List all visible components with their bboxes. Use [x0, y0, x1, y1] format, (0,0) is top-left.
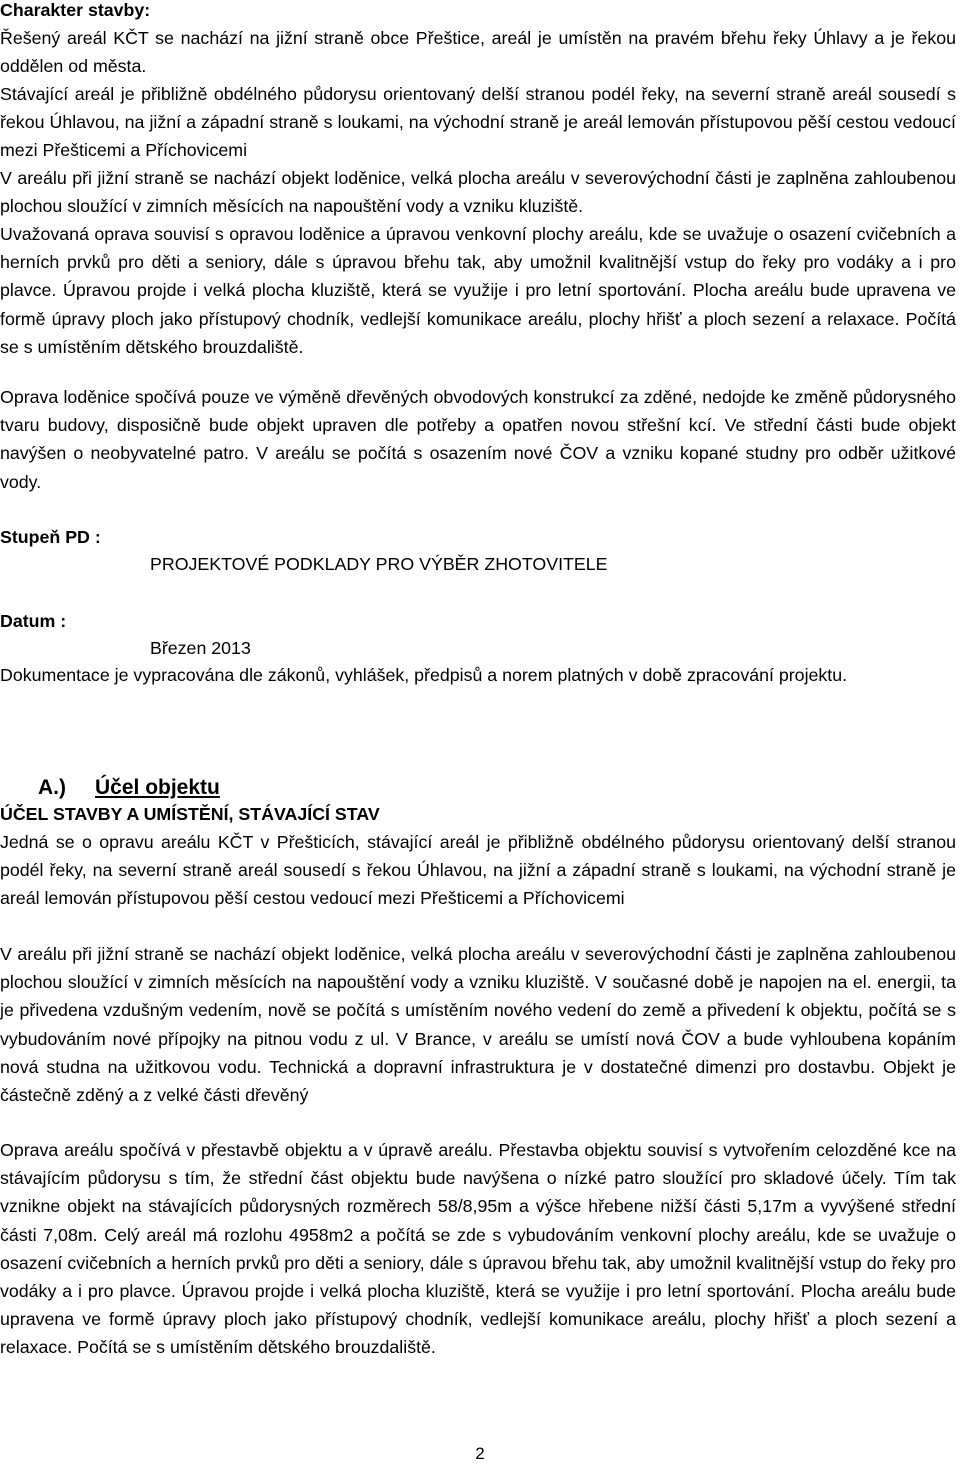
section-a-paragraph-3: Oprava areálu spočívá v přestavbě objektu a v úpravě areálu. Přestavba objektu souvisí s vytvořením celozděné kce na stávajícím půdorysu s tím, že střední část objektu bude navýšena o nízké patro sloužící pro skladové účely. Tím tak vznikne objekt na stávajících půdorysných rozměrech 58/8,95m a výšce hřebene nižší části 5,17m a vyvýšené střední části 7,08m. Celý areál má rozlohu 4958m2 a počítá se zde s vybudováním venkovní plochy areálu, kde se uvažuje o osazení cvičebních a herních prvků pro děti a seniory, dále s úpravou břehu tak, aby umožnil kvalitnější vstup do řeky pro vodáky a i pro plavce. Úpravou projde i velká plocha kluziště, která se využije i pro letní sportování. Plocha areálu bude upravena ve formě úpravy ploch jako přístupový chodník, vedlejší komunikace areálu, plochy hřišť a ploch sezení a relaxace. Počítá se s umístěním dětského brouzdaliště.: [0, 1140, 956, 1358]
dokumentace-paragraph: Dokumentace je vypracována dle zákonů, vyhlášek, předpisů a norem platných v době zpracování projektu.: [0, 665, 848, 685]
section-a-paragraph-1: Jedná se o opravu areálu KČT v Přešticích, stávající areál je přibližně obdélného půdorysu orientovaný delší stranou podél řeky, na severní straně areál sousedí s řekou Úhlavou, na jižní a západní straně s loukami, na východní straně je areál lemován přístupovou pěší cestou vedoucí mezi Přešticemi a Příchovicemi: [0, 832, 956, 909]
charakter-paragraph-2: Stávající areál je přibližně obdélného půdorysu orientovaný delší stranou podél řeky, na severní straně areál sousedí s řekou Úhlavou, na jižní a západní straně s loukami, na východní straně je areál lemován přístupovou pěší cestou vedoucí mezi Přešticemi a Příchovicemi: [0, 84, 956, 161]
datum-value: Březen 2013: [150, 638, 251, 658]
section-a-title-text: Účel objektu: [95, 776, 220, 799]
datum-label: Datum :: [0, 611, 67, 631]
charakter-heading: Charakter stavby:: [0, 0, 151, 20]
section-a-paragraph-2: V areálu při jižní straně se nachází objekt loděnice, velká plocha areálu v severovýchodní části je zaplněna zahloubenou plochou sloužící v zimních měsících na napouštění vody a vzniku kluziště. V současné době je napojen na el. energii, ta je přivedena vzdušným vedením, nově se počítá s umístěním nového vedení do země a přivedení k objektu, počítá se s vybudováním nové přípojky na pitnou vodu z ul. V Brance, v areálu se umístí nová ČOV a bude vyhloubena kopáním nová studna na užitkovou vodu. Technická a dopravní infrastruktura je v dostatečné dimenzi pro dostavbu. Objekt je částečně zděný a z velké části dřevěný: [0, 944, 956, 1106]
section-a-number: A.): [38, 776, 66, 799]
charakter-paragraph-1: Řešený areál KČT se nachází na jižní straně obce Přeštice, areál je umístěn na pravém břehu řeky Úhlavy a je řekou oddělen od města.: [0, 28, 956, 77]
page-number: 2: [475, 1444, 485, 1463]
section-a-subheading: ÚČEL STAVBY A UMÍSTĚNÍ, STÁVAJÍCÍ STAV: [0, 804, 380, 824]
charakter-paragraph-3: V areálu při jižní straně se nachází objekt loděnice, velká plocha areálu v severovýchodní části je zaplněna zahloubenou plochou sloužící v zimních měsících na napouštění vody a vzniku kluziště.: [0, 168, 956, 217]
stupen-label: Stupeň PD :: [0, 527, 101, 547]
charakter-paragraph-4: Uvažovaná oprava souvisí s opravou loděnice a úpravou venkovní plochy areálu, kde se uvažuje o osazení cvičebních a herních prvků pro děti a seniory, dále s úpravou břehu tak, aby umožnil kvalitnější vstup do řeky pro vodáky a i pro plavce. Úpravou projde i velká plocha kluziště, která se využije i pro letní sportování. Plocha areálu bude upravena ve formě úpravy ploch jako přístupový chodník, vedlejší komunikace areálu, plochy hřišť a ploch sezení a relaxace. Počítá se s umístěním dětského brouzdaliště.: [0, 224, 956, 357]
stupen-value: PROJEKTOVÉ PODKLADY PRO VÝBĚR ZHOTOVITELE: [150, 554, 608, 574]
charakter-paragraph-5: Oprava loděnice spočívá pouze ve výměně dřevěných obvodových konstrukcí za zděné, nedojde ke změně půdorysného tvaru budovy, disposičně bude objekt upraven dle potřeby a opatřen novou střešní kcí. Ve střední části bude objekt navýšen o neobyvatelné patro. V areálu se počítá s osazením nové ČOV a vzniku kopané studny pro odběr užitkové vody.: [0, 387, 956, 492]
